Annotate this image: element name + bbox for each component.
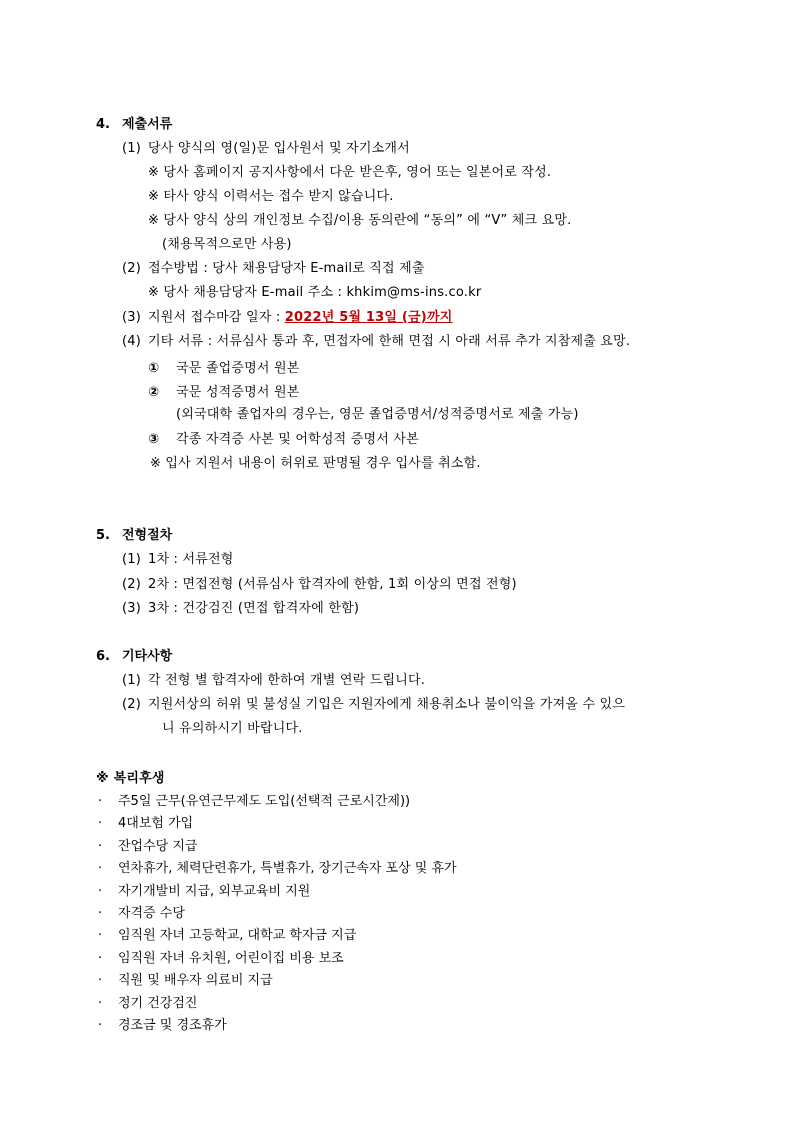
- s4-doc-3-text: 각종 자격증 사본 및 어학성적 증명서 사본: [176, 432, 419, 447]
- s4-item-1-text: 당사 양식의 영(일)문 입사원서 및 자기소개서: [148, 141, 410, 156]
- bullet-dot-icon: ·: [98, 884, 103, 899]
- circled-two-mark: ②: [148, 385, 160, 400]
- s4-deadline-date: 2022년 5월 13일 (금)까지: [284, 310, 453, 325]
- s4-item-2-text: 접수방법 : 당사 채용담당자 E-mail로 직접 제출: [148, 261, 425, 276]
- bullet-dot-icon: ·: [98, 839, 103, 854]
- welfare-item: 경조금 및 경조휴가: [118, 1018, 227, 1033]
- s5-item-1-text: 1차 : 서류전형: [148, 552, 234, 567]
- s4-item-1-num: (1): [122, 141, 142, 156]
- s6-item-1-text: 각 전형 별 합격자에 한하여 개별 연락 드립니다.: [148, 673, 426, 688]
- s4-item-3-num: (3): [122, 310, 142, 325]
- bullet-dot-icon: ·: [98, 861, 103, 876]
- welfare-title: ※ 복리후생: [96, 771, 165, 786]
- s4-note-other-resume: ※ 타사 양식 이력서는 접수 받지 않습니다.: [148, 189, 394, 204]
- s4-item-4-num: (4): [122, 334, 142, 349]
- s6-item-1-num: (1): [122, 673, 142, 688]
- welfare-item: 주5일 근무(유연근무제도 도입(선택적 근로시간제)): [118, 794, 411, 809]
- section-5-title: 전형절차: [122, 528, 173, 543]
- s4-doc-1-text: 국문 졸업증명서 원본: [176, 361, 300, 376]
- section-5-number: 5.: [96, 528, 110, 543]
- s4-note-consent: ※ 당사 양식 상의 개인정보 수집/이용 동의란에 “동의” 에 “V” 체크 요망.: [148, 213, 572, 228]
- s6-item-2-text: 지원서상의 허위 및 불성실 기입은 지원자에게 채용취소나 불이익을 가져올 수 있으: [148, 697, 626, 712]
- bullet-dot-icon: ·: [98, 928, 103, 943]
- bullet-dot-icon: ·: [98, 996, 103, 1011]
- s5-item-2-text: 2차 : 면접전형 (서류심사 합격자에 한함, 1회 이상의 면접 전형): [148, 577, 517, 592]
- bullet-dot-icon: ·: [98, 951, 103, 966]
- welfare-item: 잔업수당 지급: [118, 839, 198, 854]
- welfare-item: 임직원 자녀 유치원, 어린이집 비용 보조: [118, 951, 344, 966]
- welfare-item: 직원 및 배우자 의료비 지급: [118, 973, 273, 988]
- welfare-item: 임직원 자녀 고등학교, 대학교 학자금 지급: [118, 928, 357, 943]
- s4-doc-2-text: 국문 성적증명서 원본: [176, 385, 300, 400]
- welfare-item: 연차휴가, 체력단련휴가, 특별휴가, 장기근속자 포상 및 휴가: [118, 861, 457, 876]
- welfare-item: 4대보험 가입: [118, 816, 194, 831]
- welfare-item: 자기개발비 지급, 외부교육비 지원: [118, 884, 311, 899]
- s6-item-2-num: (2): [122, 697, 142, 712]
- welfare-item: 자격증 수당: [118, 906, 185, 921]
- section-4-number: 4.: [96, 117, 110, 132]
- section-6-number: 6.: [96, 649, 110, 664]
- bullet-dot-icon: ·: [98, 906, 103, 921]
- bullet-dot-icon: ·: [98, 794, 103, 809]
- s4-note-download: ※ 당사 홈페이지 공지사항에서 다운 받은후, 영어 또는 일본어로 작성.: [148, 165, 552, 180]
- s4-deadline-label: 지원서 접수마감 일자 :: [148, 310, 285, 325]
- bullet-dot-icon: ·: [98, 1018, 103, 1033]
- s5-item-1-num: (1): [122, 552, 142, 567]
- s4-note-false-info: ※ 입사 지원서 내용이 허위로 판명될 경우 입사를 취소함.: [150, 456, 481, 471]
- section-6-title: 기타사항: [122, 649, 173, 664]
- s4-item-2-num: (2): [122, 261, 142, 276]
- section-4-title: 제출서류: [122, 117, 173, 132]
- bullet-dot-icon: ·: [98, 973, 103, 988]
- s5-item-3-text: 3차 : 건강검진 (면접 합격자에 한함): [148, 601, 360, 616]
- s4-note-purpose: (채용목적으로만 사용): [162, 237, 292, 252]
- s6-item-2-continued: 니 유의하시기 바랍니다.: [162, 721, 303, 736]
- s4-note-email: ※ 당사 채용담당자 E-mail 주소 : khkim@ms-ins.co.kr: [148, 285, 482, 300]
- s4-doc-2-note: (외국대학 졸업자의 경우는, 영문 졸업증명서/성적증명서로 제출 가능): [176, 407, 579, 422]
- circled-one-mark: ①: [148, 361, 160, 376]
- s5-item-3-num: (3): [122, 601, 142, 616]
- s5-item-2-num: (2): [122, 577, 142, 592]
- circled-three-mark: ③: [148, 432, 160, 447]
- welfare-item: 정기 건강검진: [118, 996, 198, 1011]
- s4-item-3-text: [148, 309, 452, 327]
- bullet-dot-icon: ·: [98, 816, 103, 831]
- s4-item-4-text: 기타 서류 : 서류심사 통과 후, 면접자에 한해 면접 시 아래 서류 추가 지참제출 요망.: [148, 334, 631, 349]
